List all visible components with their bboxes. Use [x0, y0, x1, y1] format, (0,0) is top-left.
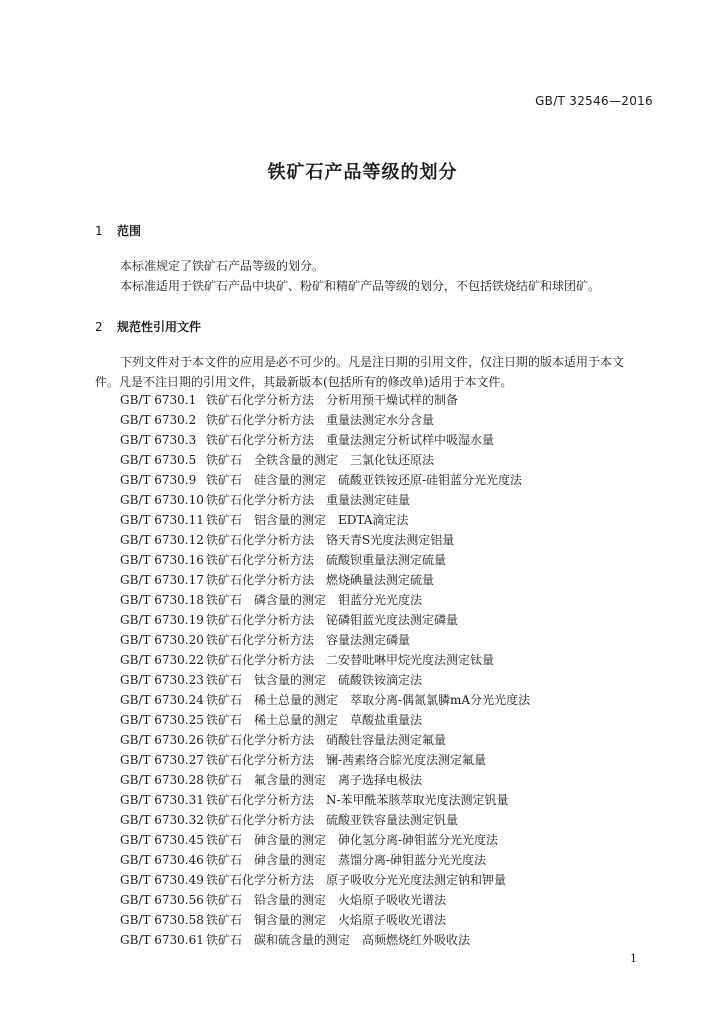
reference-title: 铁矿石 铅含量的测定 火焰原子吸收光谱法	[206, 893, 447, 907]
reference-item	[120, 930, 530, 950]
reference-title: 铁矿石化学分析方法 硫酸钡重量法测定硫量	[206, 553, 447, 567]
reference-code: GB/T 6730.25	[120, 713, 204, 727]
reference-code: GB/T 6730.27	[120, 753, 204, 767]
reference-item	[120, 670, 530, 690]
references-intro-line-1: 下列文件对于本文件的应用是必不可少的。凡是注日期的引用文件，仅注日期的版本适用于本文	[120, 355, 625, 369]
reference-title: 铁矿石 铝含量的测定 EDTA滴定法	[206, 513, 409, 527]
reference-title: 铁矿石 砷含量的测定 蒸馏分离-砷钼蓝分光光度法	[206, 853, 487, 867]
reference-item	[120, 690, 530, 710]
reference-code: GB/T 6730.58	[120, 913, 204, 927]
reference-item	[120, 730, 530, 750]
section-number: 2	[95, 320, 103, 334]
standard-number: GB/T 32546—2016	[535, 94, 653, 108]
reference-title: 铁矿石化学分析方法 铬天青S光度法测定铝量	[206, 533, 455, 547]
reference-title: 铁矿石 全铁含量的测定 三氯化钛还原法	[206, 453, 435, 467]
reference-title: 铁矿石 磷含量的测定 钼蓝分光光度法	[206, 593, 423, 607]
reference-code: GB/T 6730.24	[120, 693, 204, 707]
reference-title: 铁矿石 硅含量的测定 硫酸亚铁铵还原-硅钼蓝分光光度法	[206, 473, 523, 487]
reference-item	[120, 450, 530, 470]
reference-title: 铁矿石化学分析方法 镧-茜素络合腙光度法测定氟量	[206, 753, 487, 767]
reference-code: GB/T 6730.18	[120, 593, 204, 607]
reference-title: 铁矿石化学分析方法 N-苯甲酰苯胲萃取光度法测定钒量	[206, 793, 509, 807]
reference-code: GB/T 6730.32	[120, 813, 204, 827]
reference-code: GB/T 6730.46	[120, 853, 204, 867]
reference-title: 铁矿石化学分析方法 硫酸亚铁容量法测定钒量	[206, 813, 459, 827]
reference-title: 铁矿石 氟含量的测定 离子选择电极法	[206, 773, 423, 787]
section-heading-normative-references	[95, 318, 201, 335]
reference-code: GB/T 6730.45	[120, 833, 204, 847]
reference-item	[120, 510, 530, 530]
section-title: 范围	[117, 224, 142, 238]
reference-code: GB/T 6730.61	[120, 933, 204, 947]
reference-title: 铁矿石化学分析方法 重量法测定分析试样中吸湿水量	[206, 433, 495, 447]
reference-item	[120, 630, 530, 650]
reference-title: 铁矿石 铜含量的测定 火焰原子吸收光谱法	[206, 913, 447, 927]
reference-item	[120, 390, 530, 410]
reference-item	[120, 410, 530, 430]
reference-item	[120, 890, 530, 910]
reference-title: 铁矿石 砷含量的测定 砷化氢分离-砷钼蓝分光光度法	[206, 833, 499, 847]
reference-title: 铁矿石化学分析方法 重量法测定硅量	[206, 493, 411, 507]
reference-item	[120, 590, 530, 610]
reference-code: GB/T 6730.20	[120, 633, 204, 647]
reference-code: GB/T 6730.3	[120, 433, 197, 447]
reference-title: 铁矿石 稀土总量的测定 草酸盐重量法	[206, 713, 423, 727]
reference-title: 铁矿石化学分析方法 二安替吡啉甲烷光度法测定钛量	[206, 653, 495, 667]
reference-code: GB/T 6730.23	[120, 673, 204, 687]
reference-title: 铁矿石 稀土总量的测定 萃取分离-偶氮氯膦mA分光光度法	[206, 693, 531, 707]
scope-paragraph-2: 本标准适用于铁矿石产品中块矿、粉矿和精矿产品等级的划分，不包括铁烧结矿和球团矿。	[120, 279, 601, 293]
reference-item	[120, 650, 530, 670]
reference-code: GB/T 6730.19	[120, 613, 204, 627]
reference-code: GB/T 6730.26	[120, 733, 204, 747]
reference-item	[120, 830, 530, 850]
reference-code: GB/T 6730.22	[120, 653, 204, 667]
reference-title: 铁矿石 碳和硫含量的测定 高频燃烧红外吸收法	[206, 933, 471, 947]
reference-code: GB/T 6730.12	[120, 533, 204, 547]
reference-item	[120, 850, 530, 870]
reference-item	[120, 430, 530, 450]
reference-code: GB/T 6730.56	[120, 893, 204, 907]
reference-code: GB/T 6730.11	[120, 513, 204, 527]
reference-list	[120, 390, 530, 950]
scope-paragraph-1: 本标准规定了铁矿石产品等级的划分。	[120, 259, 325, 273]
reference-item	[120, 790, 530, 810]
reference-code: GB/T 6730.9	[120, 473, 197, 487]
section-number: 1	[95, 224, 103, 238]
reference-item	[120, 490, 530, 510]
reference-code: GB/T 6730.31	[120, 793, 204, 807]
reference-item	[120, 710, 530, 730]
reference-code: GB/T 6730.5	[120, 453, 197, 467]
reference-code: GB/T 6730.1	[120, 393, 197, 407]
reference-title: 铁矿石化学分析方法 重量法测定水分含量	[206, 413, 435, 427]
reference-item	[120, 810, 530, 830]
reference-title: 铁矿石 钛含量的测定 硫酸铁铵滴定法	[206, 673, 423, 687]
reference-code: GB/T 6730.49	[120, 873, 204, 887]
reference-item	[120, 910, 530, 930]
reference-code: GB/T 6730.16	[120, 553, 204, 567]
reference-code: GB/T 6730.10	[120, 493, 204, 507]
reference-item	[120, 870, 530, 890]
reference-title: 铁矿石化学分析方法 原子吸收分光光度法测定钠和钾量	[206, 873, 507, 887]
reference-item	[120, 570, 530, 590]
reference-code: GB/T 6730.2	[120, 413, 197, 427]
reference-item	[120, 770, 530, 790]
reference-item	[120, 610, 530, 630]
reference-code: GB/T 6730.17	[120, 573, 204, 587]
section-heading-scope	[95, 222, 141, 239]
reference-item	[120, 750, 530, 770]
reference-title: 铁矿石化学分析方法 铋磷钼蓝光度法测定磷量	[206, 613, 459, 627]
reference-title: 铁矿石化学分析方法 分析用预干燥试样的制备	[206, 393, 459, 407]
reference-title: 铁矿石化学分析方法 燃烧碘量法测定硫量	[206, 573, 435, 587]
reference-item	[120, 530, 530, 550]
reference-title: 铁矿石化学分析方法 容量法测定磷量	[206, 633, 411, 647]
reference-item	[120, 550, 530, 570]
page-number: 1	[630, 952, 637, 965]
reference-code: GB/T 6730.28	[120, 773, 204, 787]
references-intro-line-2: 件。凡是不注日期的引用文件，其最新版本(包括所有的修改单)适用于本文件。	[95, 375, 513, 389]
reference-item	[120, 470, 530, 490]
section-title: 规范性引用文件	[117, 320, 202, 334]
reference-title: 铁矿石化学分析方法 硝酸钍容量法测定氟量	[206, 733, 447, 747]
document-title: 铁矿石产品等级的划分	[267, 162, 458, 183]
